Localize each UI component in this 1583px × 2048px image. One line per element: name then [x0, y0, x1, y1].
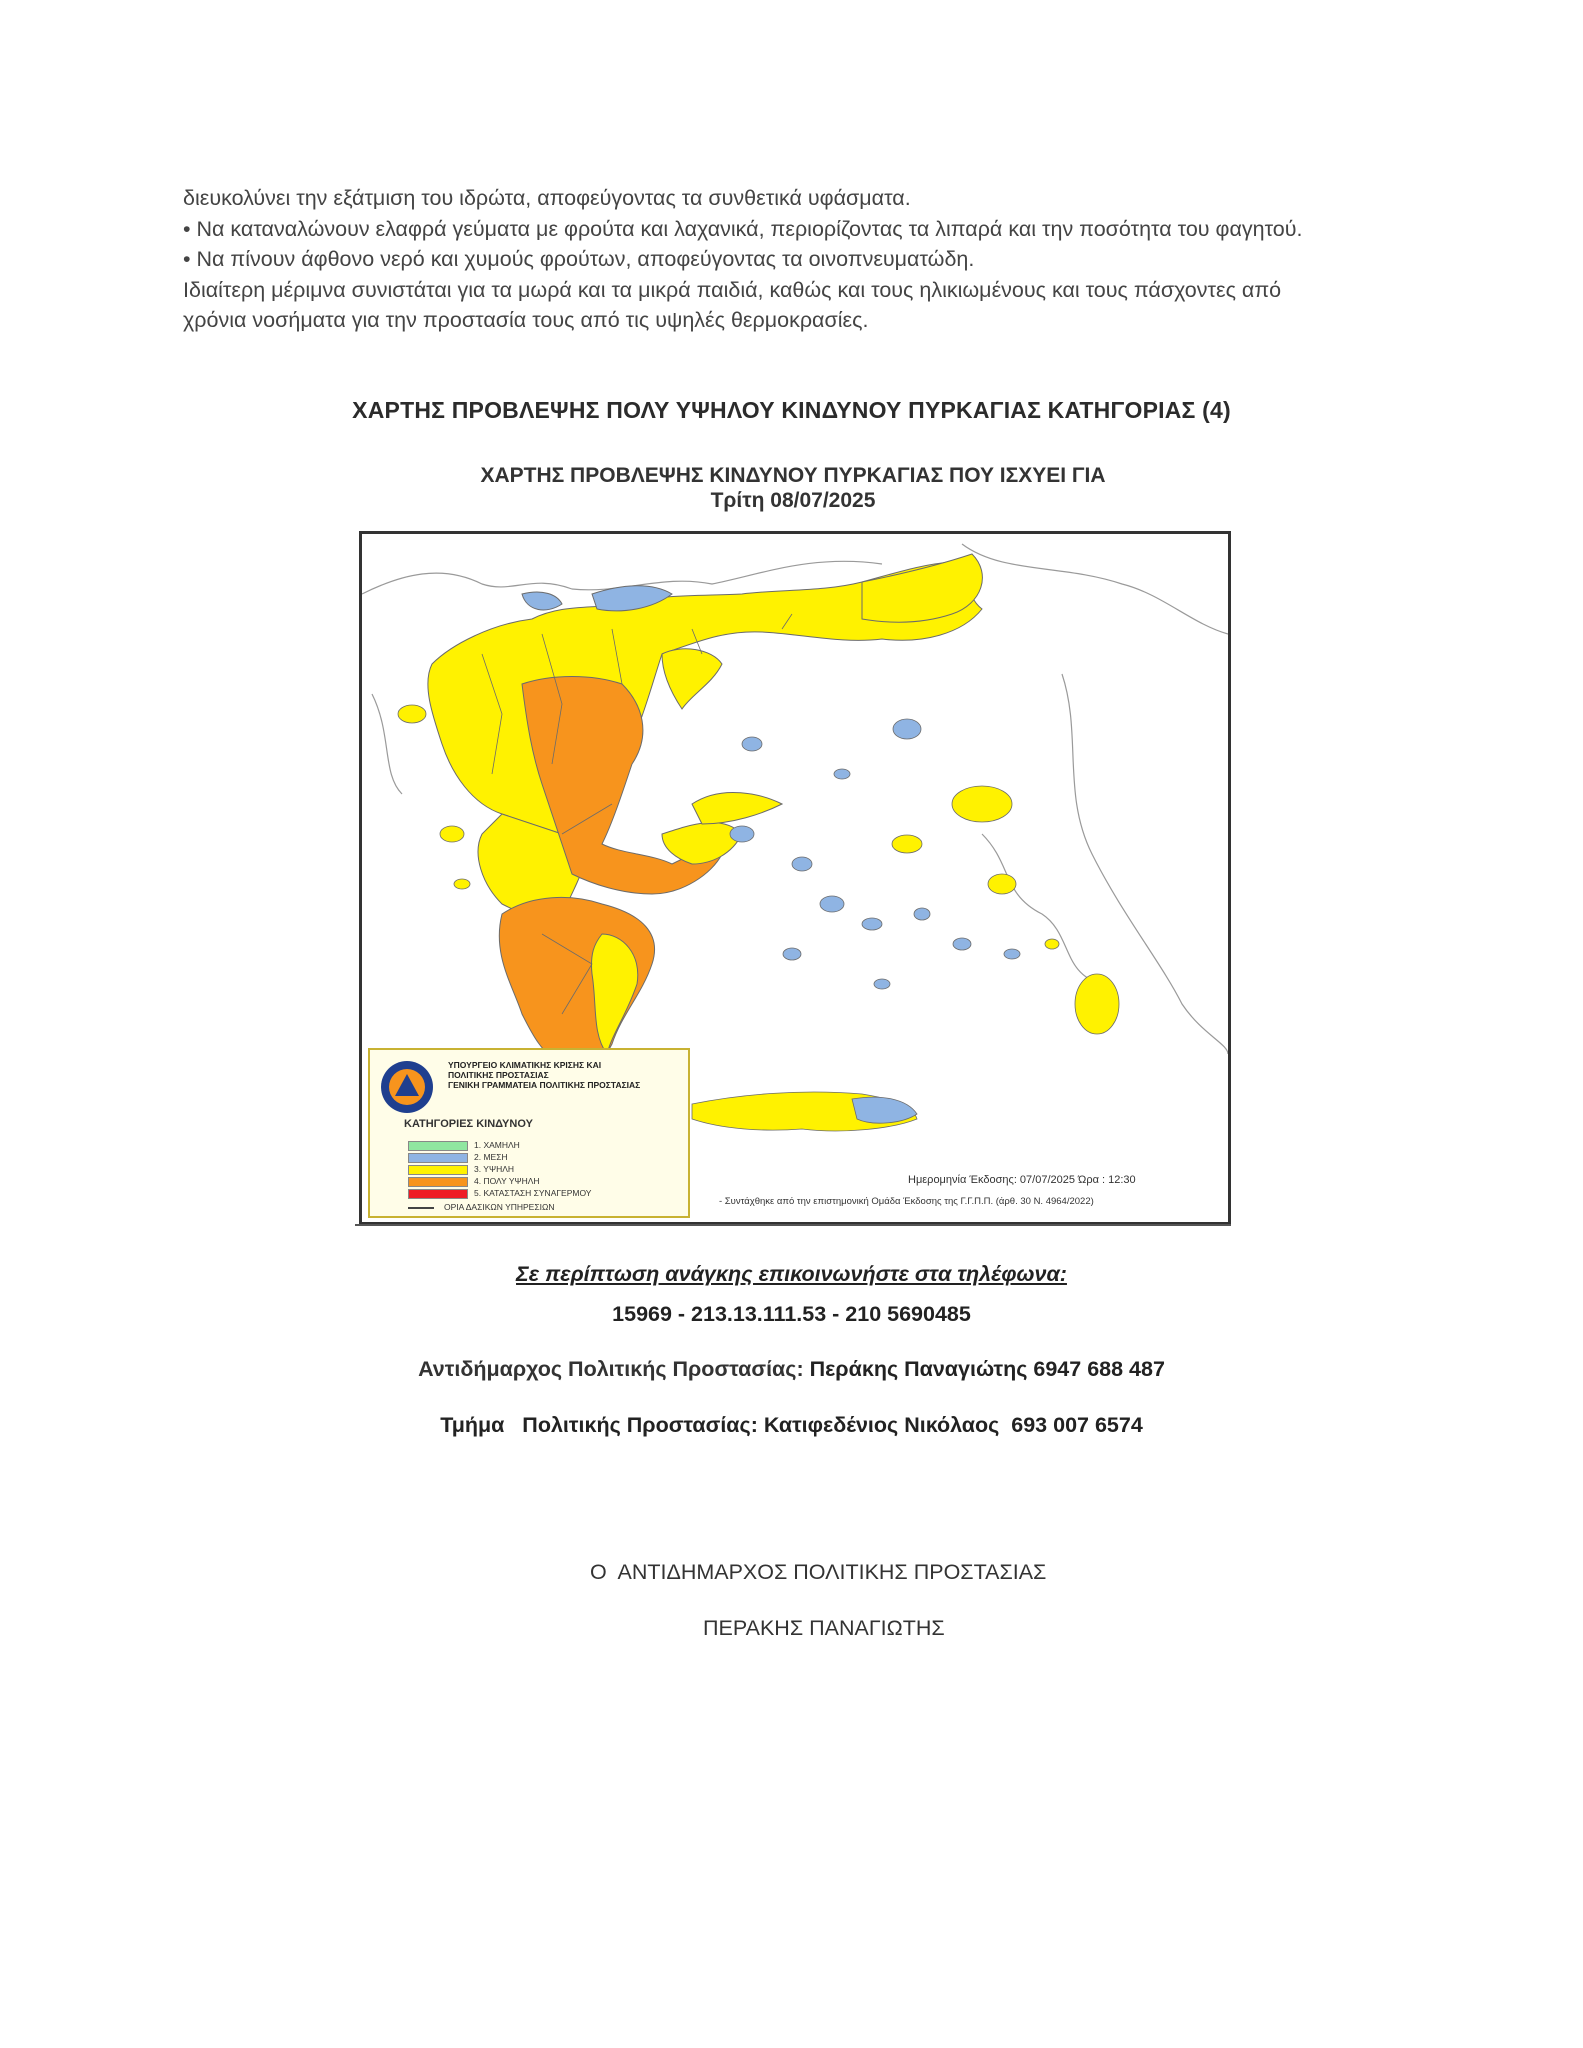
- legend-label: 5. ΚΑΤΑΣΤΑΣΗ ΣΥΝΑΓΕΡΜΟΥ: [474, 1188, 592, 1198]
- map-frame: [359, 531, 1231, 1225]
- deputy-value: Περάκης Παναγιώτης 6947 688 487: [809, 1357, 1165, 1381]
- issue-date: Ημερομηνία Έκδοσης: 07/07/2025 Ώρα : 12:30: [908, 1174, 1136, 1186]
- department-contact: Τμήμα Πολιτικής Προστασίας: Κατιφεδένιος Νικόλαος 693 007 6574: [440, 1413, 1143, 1437]
- legend-swatch: [408, 1189, 468, 1199]
- map-legend: [368, 1048, 690, 1218]
- paragraph-line: • Να πίνουν άφθονο νερό και χυμούς φρούτων, αποφεύγοντας τα οινοπνευματώδη.: [183, 247, 975, 271]
- legend-title: ΚΑΤΗΓΟΡΙΕΣ ΚΙΝΔΥΝΟΥ: [404, 1118, 533, 1130]
- paragraph-line: διευκολύνει την εξάτμιση του ιδρώτα, αποφεύγοντας τα συνθετικά υφάσματα.: [183, 186, 911, 210]
- legend-swatch: [408, 1165, 468, 1175]
- signature-title: Ο ΑΝΤΙΔΗΜΑΡΧΟΣ ΠΟΛΙΤΙΚΗΣ ΠΡΟΣΤΑΣΙΑΣ: [590, 1560, 1047, 1584]
- deputy-mayor-contact: [0, 1357, 1583, 1382]
- ministry-line: ΠΟΛΙΤΙΚΗΣ ΠΡΟΣΤΑΣΙΑΣ: [448, 1070, 549, 1080]
- legend-label: ΟΡΙΑ ΔΑΣΙΚΩΝ ΥΠΗΡΕΣΙΩΝ: [444, 1202, 555, 1212]
- legend-label: 1. ΧΑΜΗΛΗ: [474, 1140, 520, 1150]
- body-text: [183, 183, 1343, 336]
- legend-label: 4. ΠΟΛΥ ΥΨΗΛΗ: [474, 1176, 540, 1186]
- map-date: Τρίτη 08/07/2025: [710, 489, 876, 512]
- map-underline: [355, 1224, 1231, 1226]
- emergency-phones: 15969 - 213.13.111.53 - 210 5690485: [612, 1302, 971, 1326]
- section-title: ΧΑΡΤΗΣ ΠΡΟΒΛΕΨΗΣ ΠΟΛΥ ΥΨΗΛΟΥ ΚΙΝΔΥΝΟΥ ΠΥΡΚΑΓΙΑΣ ΚΑΤΗΓΟΡΙΑΣ (4): [352, 397, 1231, 423]
- ministry-name: [448, 1060, 684, 1090]
- paragraph-line: Ιδιαίτερη μέριμνα συνιστάται για τα μωρά και τα μικρά παιδιά, καθώς και τους ηλικιωμένους και τους πάσχοντες από χρόνια νοσήματα για την προστασία τους από τις υψηλές θερμοκρασίες.: [183, 277, 1282, 332]
- ministry-line: ΥΠΟΥΡΓΕΙΟ ΚΛΙΜΑΤΙΚΗΣ ΚΡΙΣΗΣ ΚΑΙ: [448, 1060, 602, 1070]
- legend-label: 3. ΥΨΗΛΗ: [474, 1164, 515, 1174]
- civil-protection-logo: [380, 1060, 434, 1114]
- legend-border-item: [408, 1202, 554, 1212]
- mainland-regions: [428, 554, 983, 1068]
- signature-name: ΠΕΡΑΚΗΣ ΠΑΝΑΓΙΩΤΗΣ: [703, 1616, 945, 1640]
- deputy-label: Αντιδήμαρχος Πολιτικής Προστασίας:: [418, 1357, 810, 1381]
- border-line-swatch: [408, 1207, 434, 1209]
- fire-risk-map: [353, 463, 1233, 1225]
- legend-swatch: [408, 1177, 468, 1187]
- map-title: [353, 463, 1233, 513]
- legend-label: 2. ΜΕΣΗ: [474, 1152, 508, 1162]
- map-title-line: ΧΑΡΤΗΣ ΠΡΟΒΛΕΨΗΣ ΚΙΝΔΥΝΟΥ ΠΥΡΚΑΓΙΑΣ ΠΟΥ ΙΣΧΥΕΙ ΓΙΑ: [480, 464, 1106, 487]
- legend-swatch: [408, 1141, 468, 1151]
- compiled-note: - Συντάχθηκε από την επιστημονική Ομάδα Έκδοσης της Γ.Γ.Π.Π. (άρθ. 30 Ν. 4964/2022): [719, 1196, 1094, 1207]
- ministry-line: ΓΕΝΙΚΗ ΓΡΑΜΜΑΤΕΙΑ ΠΟΛΙΤΙΚΗΣ ΠΡΟΣΤΑΣΙΑΣ: [448, 1080, 641, 1090]
- paragraph-line: • Να καταναλώνουν ελαφρά γεύματα με φρούτα και λαχανικά, περιορίζοντας τα λιπαρά και την ποσότητα του φαγητού.: [183, 216, 1303, 241]
- emergency-title: Σε περίπτωση ανάγκης επικοινωνήστε στα τηλέφωνα:: [516, 1262, 1067, 1286]
- legend-swatch: [408, 1153, 468, 1163]
